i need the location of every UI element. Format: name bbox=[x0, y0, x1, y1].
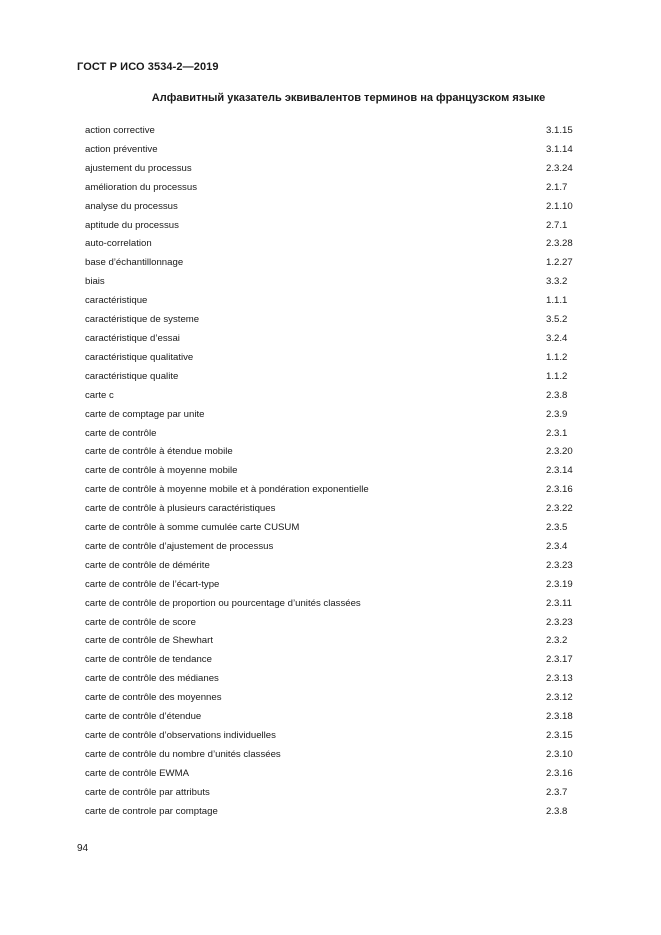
entry-clause-reference: 2.3.1 bbox=[546, 427, 568, 439]
entry-clause-reference: 2.7.1 bbox=[546, 219, 568, 231]
index-entry bbox=[85, 292, 585, 311]
index-entry bbox=[85, 235, 585, 254]
index-entry bbox=[85, 784, 585, 803]
index-entry bbox=[85, 595, 585, 614]
entry-term: carte de contrôle bbox=[85, 427, 157, 439]
index-entry bbox=[85, 651, 585, 670]
entry-term: action corrective bbox=[85, 125, 155, 136]
entry-term: carte de controle par comptage bbox=[85, 805, 218, 817]
index-entry bbox=[85, 387, 585, 406]
index-entry bbox=[85, 519, 585, 538]
index-entry bbox=[85, 160, 585, 179]
index-entry bbox=[85, 538, 585, 557]
entry-clause-reference: 2.3.4 bbox=[546, 540, 568, 552]
entry-term: carte de contrôle de l’écart-type bbox=[85, 578, 220, 590]
entry-clause-reference: 2.3.8 bbox=[546, 805, 568, 817]
entry-term: caractéristique de systeme bbox=[85, 314, 200, 326]
entry-clause-reference: 2.3.17 bbox=[546, 654, 573, 666]
entry-clause-reference: 1.1.2 bbox=[546, 351, 568, 363]
index-entry bbox=[85, 803, 585, 822]
entry-term: caractéristique qualite bbox=[85, 370, 179, 382]
entry-clause-reference: 2.3.18 bbox=[546, 711, 573, 723]
entry-clause-reference: 2.3.16 bbox=[546, 767, 573, 779]
entry-clause-reference: 2.3.22 bbox=[546, 503, 573, 515]
index-entry bbox=[85, 179, 585, 198]
index-entry bbox=[85, 141, 585, 160]
entry-term: amélioration du processus bbox=[85, 181, 197, 193]
entry-clause-reference: 2.3.11 bbox=[546, 597, 572, 609]
entry-term: carte de contrôle d’étendue bbox=[85, 711, 202, 723]
index-entry bbox=[85, 311, 585, 330]
entry-clause-reference: 2.3.20 bbox=[546, 446, 573, 458]
entry-clause-reference: 2.3.28 bbox=[546, 238, 573, 250]
entry-term: ajustement du processus bbox=[85, 162, 192, 174]
entry-term: carte de contrôle de tendance bbox=[85, 654, 212, 666]
entry-clause-reference: 3.3.2 bbox=[546, 276, 568, 288]
entry-term: caractéristique d’essai bbox=[85, 332, 180, 344]
entry-term: carte de contrôle à moyenne mobile et à pondération exponentielle bbox=[85, 484, 369, 496]
entry-clause-reference: 2.3.5 bbox=[546, 522, 568, 534]
entry-term: carte de contrôle de démérite bbox=[85, 559, 210, 571]
entry-term: caractéristique qualitative bbox=[85, 351, 194, 363]
index-entry bbox=[85, 406, 585, 425]
entry-clause-reference: 2.3.15 bbox=[546, 730, 573, 741]
index-entry bbox=[85, 217, 585, 236]
index-entry bbox=[85, 670, 585, 689]
page-number: 94 bbox=[77, 843, 89, 854]
index-title: Алфавитный указатель эквивалентов терминов на французском языке bbox=[151, 92, 546, 104]
entry-clause-reference: 2.3.2 bbox=[546, 635, 568, 647]
index-entry bbox=[85, 330, 585, 349]
entry-term: carte de contrôle de Shewhart bbox=[85, 635, 213, 647]
index-entry bbox=[85, 443, 585, 462]
entry-term: base d’échantillonnage bbox=[85, 257, 184, 269]
entry-clause-reference: 3.5.2 bbox=[546, 314, 568, 326]
entry-clause-reference: 2.3.10 bbox=[546, 748, 573, 760]
entry-clause-reference: 2.1.10 bbox=[546, 200, 573, 212]
entry-clause-reference: 2.3.23 bbox=[546, 559, 573, 571]
entry-clause-reference: 2.3.9 bbox=[546, 408, 568, 420]
index-entry bbox=[85, 746, 585, 765]
index-entry bbox=[85, 462, 585, 481]
entry-term: caractéristique bbox=[85, 295, 148, 307]
entry-term: carte de contrôle à moyenne mobile bbox=[85, 465, 238, 477]
entry-clause-reference: 2.1.7 bbox=[546, 181, 568, 193]
index-entry bbox=[85, 689, 585, 708]
entry-term: carte de comptage par unite bbox=[85, 408, 205, 420]
entry-term: carte c bbox=[85, 389, 114, 401]
index-entry bbox=[85, 368, 585, 387]
term-index-list bbox=[85, 122, 585, 822]
entry-term: action préventive bbox=[85, 143, 158, 155]
index-entry bbox=[85, 576, 585, 595]
entry-term: carte de contrôle des moyennes bbox=[85, 692, 222, 704]
index-entry bbox=[85, 557, 585, 576]
index-entry bbox=[85, 273, 585, 292]
entry-term: biais bbox=[85, 276, 105, 288]
entry-term: auto-correlation bbox=[85, 238, 152, 250]
index-entry bbox=[85, 632, 585, 651]
entry-term: carte de contrôle d’ajustement de processus bbox=[85, 540, 274, 552]
entry-term: carte de contrôle à somme cumulée carte CUSUM bbox=[85, 522, 300, 534]
entry-term: carte de contrôle d’observations individuelles bbox=[85, 730, 276, 741]
entry-clause-reference: 3.1.14 bbox=[546, 143, 573, 155]
entry-term: carte de contrôle des médianes bbox=[85, 673, 219, 685]
index-entry bbox=[85, 481, 585, 500]
index-entry bbox=[85, 349, 585, 368]
entry-term: analyse du processus bbox=[85, 200, 178, 212]
entry-clause-reference: 2.3.16 bbox=[546, 484, 573, 496]
entry-clause-reference: 2.3.13 bbox=[546, 673, 573, 685]
index-entry bbox=[85, 500, 585, 519]
entry-term: carte de contrôle par attributs bbox=[85, 786, 210, 798]
index-entry bbox=[85, 727, 585, 746]
entry-clause-reference: 2.3.7 bbox=[546, 786, 568, 798]
entry-clause-reference: 3.1.15 bbox=[546, 125, 573, 136]
index-entry bbox=[85, 198, 585, 217]
entry-term: carte de contrôle EWMA bbox=[85, 767, 189, 779]
entry-term: carte de contrôle du nombre d’unités classées bbox=[85, 748, 281, 760]
entry-clause-reference: 2.3.12 bbox=[546, 692, 573, 704]
index-entry bbox=[85, 122, 585, 141]
entry-term: carte de contrôle de proportion ou pourcentage d’unités classées bbox=[85, 597, 361, 609]
entry-term: carte de contrôle de score bbox=[85, 616, 196, 628]
index-entry bbox=[85, 765, 585, 784]
entry-clause-reference: 2.3.24 bbox=[546, 162, 573, 174]
entry-term: carte de contrôle à étendue mobile bbox=[85, 446, 233, 458]
index-entry bbox=[85, 614, 585, 633]
entry-clause-reference: 1.2.27 bbox=[546, 257, 573, 269]
standard-designation: ГОСТ Р ИСО 3534-2—2019 bbox=[77, 61, 219, 73]
entry-clause-reference: 2.3.8 bbox=[546, 389, 568, 401]
entry-clause-reference: 3.2.4 bbox=[546, 332, 568, 344]
index-entry bbox=[85, 425, 585, 444]
entry-clause-reference: 2.3.19 bbox=[546, 578, 573, 590]
entry-clause-reference: 1.1.1 bbox=[546, 295, 568, 307]
index-entry bbox=[85, 708, 585, 727]
entry-clause-reference: 2.3.23 bbox=[546, 616, 573, 628]
entry-clause-reference: 2.3.14 bbox=[546, 465, 573, 477]
index-entry bbox=[85, 254, 585, 273]
entry-clause-reference: 1.1.2 bbox=[546, 370, 568, 382]
entry-term: carte de contrôle à plusieurs caractéristiques bbox=[85, 503, 276, 515]
entry-term: aptitude du processus bbox=[85, 219, 179, 231]
